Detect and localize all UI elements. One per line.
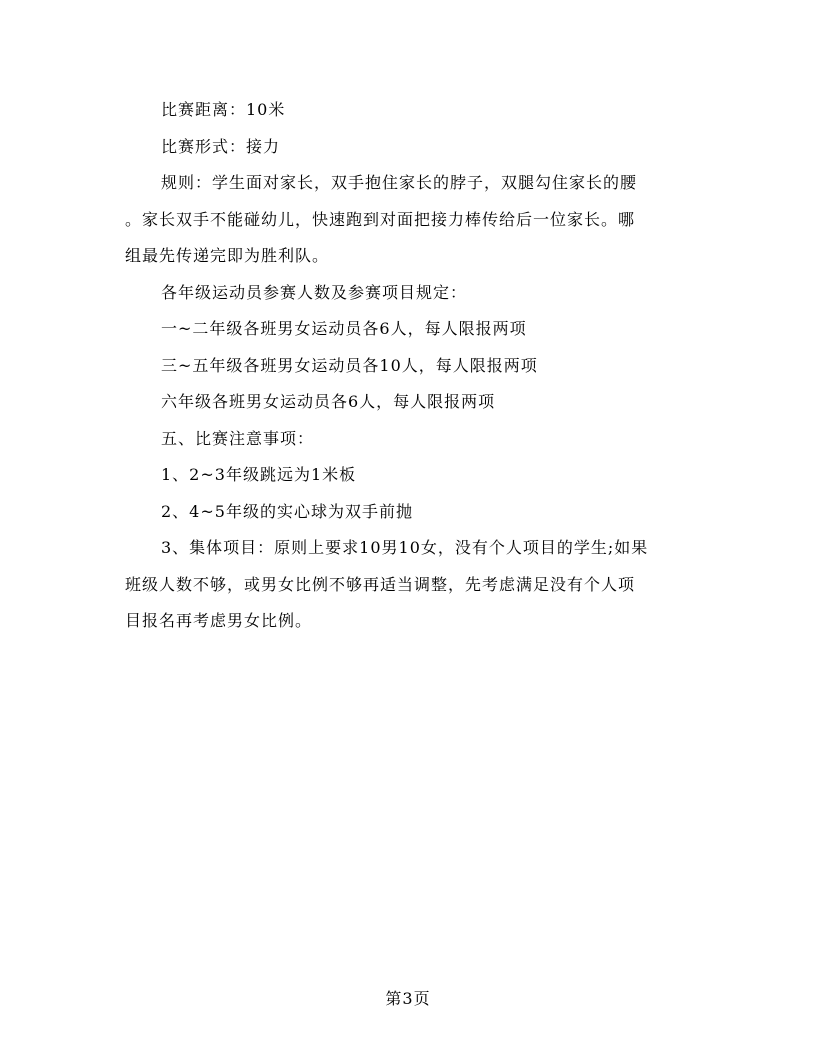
note-3-line-2: 班级人数不够，或男女比例不够再适当调整，先考虑满足没有个人项 [125, 574, 636, 594]
note-1: 1、2~3年级跳远为1米板 [161, 465, 357, 484]
rules-line-2: 。家长双手不能碰幼儿，快速跑到对面把接力棒传给后一位家长。哪 [125, 209, 636, 229]
document-body [125, 92, 691, 640]
race-format-line: 比赛形式：接力 [161, 136, 281, 156]
page-number: 第3页 [385, 989, 431, 1008]
note-2: 2、4~5年级的实心球为双手前抛 [161, 501, 413, 521]
rules-line-1: 规则：学生面对家长，双手抱住家长的脖子，双腿勾住家长的腰 [161, 173, 638, 192]
race-distance-line: 比赛距离：10米 [161, 100, 286, 119]
rules-line-3: 组最先传递完即为胜利队。 [125, 246, 330, 265]
quota-grade-1-2: 一~二年级各班男女运动员各6人，每人限报两项 [161, 319, 527, 338]
notes-title: 五、比赛注意事项： [161, 428, 315, 448]
quota-grade-3-5: 三~五年级各班男女运动员各10人，每人限报两项 [161, 355, 538, 375]
quota-grade-6: 六年级各班男女运动员各6人，每人限报两项 [161, 392, 496, 411]
note-3-line-1: 3、集体项目：原则上要求10男10女，没有个人项目的学生;如果 [161, 538, 649, 557]
quota-title: 各年级运动员参赛人数及参赛项目规定： [161, 282, 468, 302]
note-3-line-3: 目报名再考虑男女比例。 [125, 611, 313, 630]
